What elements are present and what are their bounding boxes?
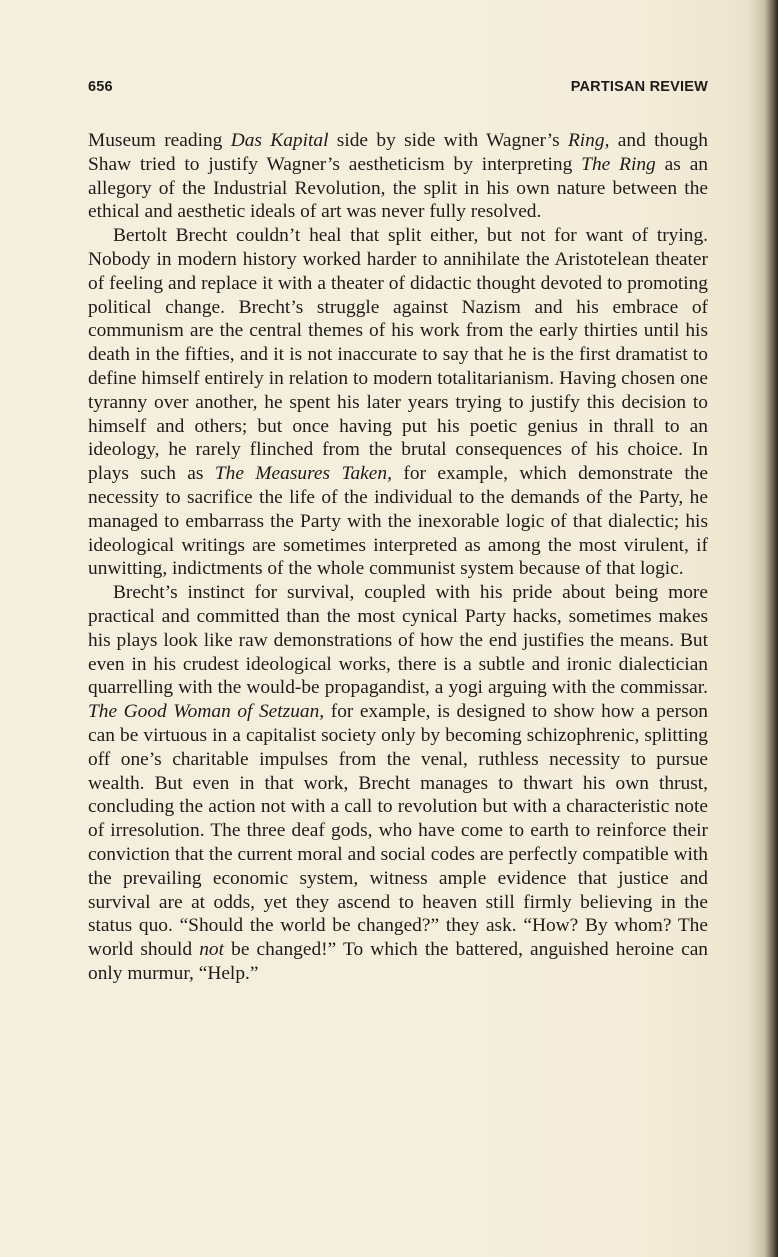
text-run: be changed!” To which the battered, anguished heroine can only murmur, “Help.” bbox=[88, 939, 708, 984]
paragraph bbox=[88, 581, 708, 986]
paragraph bbox=[88, 224, 708, 581]
italic-title: The Good Woman of Setzuan, bbox=[88, 701, 325, 723]
text-run: side by side with Wagner’s bbox=[328, 130, 568, 151]
body-text bbox=[88, 129, 708, 986]
italic-title: not bbox=[199, 939, 224, 961]
text-run: as an allegory of the Industrial Revolution, the split in his own nature between the ethical and aesthetic ideals of art was never fully resolved. bbox=[88, 153, 708, 223]
page-number: 656 bbox=[88, 79, 113, 95]
text-run: for example, is designed to show how a person can be virtuous in a capitalist society only by becoming schizophrenic, splitting off one’s charitable impulses from the venal, ruthless necessity to pursue wealth. But even in that work, Brecht manages to thwart his own thrust, concluding the action not with a call to revolution but with a characteristic note of irresolution. The three deaf gods, who have come to earth to reinforce their conviction that the current moral and social codes are perfectly compatible with the prevailing economic system, witness ample evidence that justice and survival are at odds, yet they ascend to heaven still firmly believing in the status quo. “Should the world be changed?” they ask. “How? By whom? The world should bbox=[88, 701, 708, 961]
text-run: Museum reading bbox=[88, 130, 231, 151]
italic-title: Ring, bbox=[567, 130, 610, 151]
running-head: PARTISAN REVIEW bbox=[570, 79, 708, 95]
text-run: Brecht’s instinct for survival, coupled with his pride about being more practical and committed than the most cynical Party hacks, sometimes makes his plays look like raw demonstrations of how the end justifies the means. But even in his crudest ideological works, there is a subtle and ironic dialectician quarrelling with the would-be propagandist, a yogi arguing with the commissar. bbox=[88, 582, 708, 699]
italic-title: The Measures Taken, bbox=[214, 463, 392, 485]
italic-title: The Ring bbox=[581, 153, 656, 175]
page-gutter-shadow bbox=[748, 0, 778, 1257]
text-run: and though Shaw tried to justify Wagner’s aestheticism by interpreting bbox=[88, 130, 708, 175]
text-run: Bertolt Brecht couldn’t heal that split either, but not for want of trying. Nobody in modern history worked harder to annihilate the Aristotelean theater of feeling and replace it with a theater of didactic thought devoted to promoting political change. Brecht’s struggle against Nazism and his embrace of communism are the central themes of his work from the early thirties until his death in the fifties, and it is not inaccurate to say that he is the first dramatist to define himself entirely in relation to modern totalitarianism. Having chosen one tyranny over another, he spent his later years trying to justify this decision to himself and others; but once having put his poetic genius in thrall to an ideology, he rarely flinched from the brutal consequences of his choice. In plays such as bbox=[88, 225, 708, 485]
text-run: for example, which demonstrate the necessity to sacrifice the life of the individual to the demands of the Party, he managed to embarrass the Party with the inexorable logic of that dialectic; his ideological writings are sometimes interpreted as among the most virulent, if unwitting, indictments of the whole communist system because of that logic. bbox=[88, 463, 709, 580]
italic-title: Das Kapital bbox=[230, 130, 329, 151]
page-header bbox=[88, 79, 708, 99]
paragraph bbox=[88, 129, 708, 224]
